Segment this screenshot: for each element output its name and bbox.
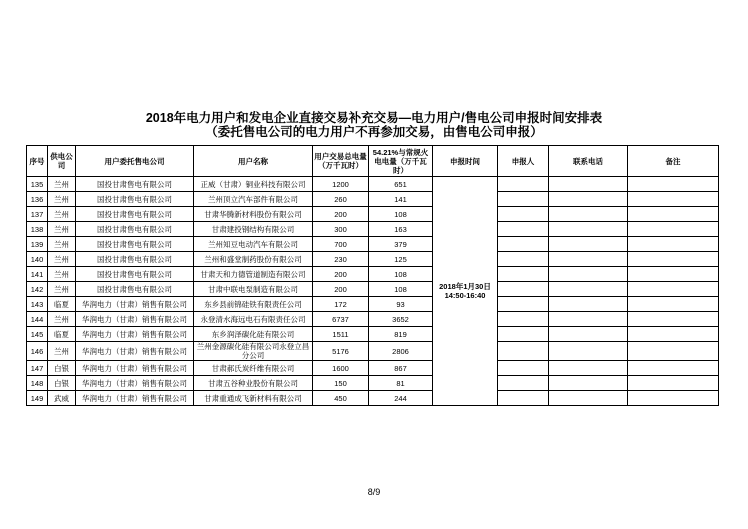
cell-supply-company: 兰州 [48,312,76,327]
cell-user-name: 永登清水海远电石有限责任公司 [194,312,313,327]
table-row [27,177,719,192]
cell-thermal-energy: 125 [369,252,433,267]
page-number: 8/9 [367,487,381,497]
col-header-user-name: 用户名称 [194,146,313,177]
cell-total-energy: 1200 [313,177,369,192]
cell-agency: 国投甘肃售电有限公司 [76,282,194,297]
cell-thermal-energy: 81 [369,376,433,391]
cell-no: 148 [27,376,48,391]
remark-cell [628,267,719,282]
cell-user-name: 东乡润泽碳化硅有限公司 [194,327,313,342]
declarant-cell [498,267,549,282]
cell-supply-company: 兰州 [48,237,76,252]
phone-cell [549,312,628,327]
phone-cell [549,391,628,406]
remark-cell [628,297,719,312]
remark-cell [628,237,719,252]
cell-thermal-energy: 93 [369,297,433,312]
table-row [27,282,719,297]
cell-thermal-energy: 3652 [369,312,433,327]
cell-total-energy: 172 [313,297,369,312]
remark-cell [628,342,719,361]
phone-cell [549,327,628,342]
cell-thermal-energy: 108 [369,207,433,222]
cell-user-name: 兰州知豆电动汽车有限公司 [194,237,313,252]
declarant-cell [498,327,549,342]
phone-cell [549,177,628,192]
table-row [27,361,719,376]
cell-supply-company: 临夏 [48,297,76,312]
declarant-cell [498,376,549,391]
declarant-cell [498,391,549,406]
declarant-cell [498,192,549,207]
cell-supply-company: 兰州 [48,177,76,192]
cell-user-name: 兰州金源碳化硅有限公司永登立昌分公司 [194,342,313,361]
table-row [27,391,719,406]
cell-user-name: 正威（甘肃）铜业科技有限公司 [194,177,313,192]
cell-supply-company: 白银 [48,361,76,376]
phone-cell [549,282,628,297]
cell-supply-company: 武威 [48,391,76,406]
cell-total-energy: 450 [313,391,369,406]
declarant-cell [498,222,549,237]
table-row [27,312,719,327]
remark-cell [628,391,719,406]
cell-agency: 国投甘肃售电有限公司 [76,237,194,252]
declarant-cell [498,207,549,222]
phone-cell [549,342,628,361]
cell-supply-company: 兰州 [48,192,76,207]
phone-cell [549,207,628,222]
col-header-supply-company: 供电公司 [48,146,76,177]
cell-supply-company: 兰州 [48,282,76,297]
cell-user-name: 甘肃重通成飞新材料有限公司 [194,391,313,406]
col-header-agency: 用户委托售电公司 [76,146,194,177]
cell-total-energy: 200 [313,207,369,222]
remark-cell [628,376,719,391]
remark-cell [628,282,719,297]
cell-no: 139 [27,237,48,252]
cell-thermal-energy: 2806 [369,342,433,361]
table-row [27,192,719,207]
declaration-date: 2018年1月30日 [439,282,491,291]
cell-user-name: 甘肃中联电泵制造有限公司 [194,282,313,297]
remark-cell [628,177,719,192]
col-header-no: 序号 [27,146,48,177]
title-line-2: （委托售电公司的电力用户不再参加交易，由售电公司申报） [205,124,543,139]
phone-cell [549,222,628,237]
cell-thermal-energy: 163 [369,222,433,237]
cell-total-energy: 1600 [313,361,369,376]
cell-agency: 华润电力（甘肃）销售有限公司 [76,297,194,312]
table-row [27,207,719,222]
cell-user-name: 甘肃华腾新材料股份有限公司 [194,207,313,222]
col-header-phone: 联系电话 [549,146,628,177]
cell-agency: 国投甘肃售电有限公司 [76,207,194,222]
remark-cell [628,192,719,207]
cell-supply-company: 兰州 [48,342,76,361]
cell-user-name: 甘肃五谷种业股份有限公司 [194,376,313,391]
cell-no: 145 [27,327,48,342]
cell-no: 138 [27,222,48,237]
cell-supply-company: 兰州 [48,267,76,282]
cell-user-name: 甘肃建投钢结构有限公司 [194,222,313,237]
col-header-declarant: 申报人 [498,146,549,177]
cell-total-energy: 700 [313,237,369,252]
cell-no: 147 [27,361,48,376]
cell-total-energy: 300 [313,222,369,237]
cell-no: 137 [27,207,48,222]
cell-agency: 国投甘肃售电有限公司 [76,177,194,192]
table-row [27,252,719,267]
table-row [27,297,719,312]
cell-total-energy: 5176 [313,342,369,361]
table-body [27,177,719,406]
cell-total-energy: 200 [313,267,369,282]
cell-thermal-energy: 819 [369,327,433,342]
declaration-time-range: 14:50-16:40 [444,291,486,300]
declarant-cell [498,252,549,267]
cell-total-energy: 6737 [313,312,369,327]
remark-cell [628,222,719,237]
cell-total-energy: 230 [313,252,369,267]
cell-agency: 国投甘肃售电有限公司 [76,222,194,237]
declaration-time-cell [433,177,498,406]
declarant-cell [498,312,549,327]
declarant-cell [498,282,549,297]
remark-cell [628,207,719,222]
cell-thermal-energy: 244 [369,391,433,406]
cell-total-energy: 150 [313,376,369,391]
cell-thermal-energy: 108 [369,282,433,297]
cell-no: 136 [27,192,48,207]
cell-thermal-energy: 651 [369,177,433,192]
col-header-declaration-time: 申报时间 [433,146,498,177]
remark-cell [628,312,719,327]
header-row [27,146,719,177]
cell-agency: 华润电力（甘肃）销售有限公司 [76,376,194,391]
phone-cell [549,376,628,391]
cell-no: 149 [27,391,48,406]
declarant-cell [498,237,549,252]
col-header-remarks: 备注 [628,146,719,177]
cell-user-name: 东乡县前锦硅铁有限责任公司 [194,297,313,312]
cell-no: 142 [27,282,48,297]
cell-thermal-energy: 141 [369,192,433,207]
cell-supply-company: 兰州 [48,207,76,222]
cell-agency: 国投甘肃售电有限公司 [76,267,194,282]
col-header-thermal-energy: 54.21%与常规火电电量（万千瓦时） [369,146,433,177]
cell-agency: 华润电力（甘肃）销售有限公司 [76,361,194,376]
declarant-cell [498,342,549,361]
remark-cell [628,327,719,342]
cell-agency: 国投甘肃售电有限公司 [76,192,194,207]
phone-cell [549,252,628,267]
table-row [27,342,719,361]
cell-thermal-energy: 867 [369,361,433,376]
cell-agency: 华润电力（甘肃）销售有限公司 [76,342,194,361]
cell-no: 141 [27,267,48,282]
cell-agency: 国投甘肃售电有限公司 [76,252,194,267]
cell-total-energy: 260 [313,192,369,207]
cell-total-energy: 1511 [313,327,369,342]
cell-user-name: 兰州顶立汽车部件有限公司 [194,192,313,207]
title-line-1: 2018年电力用户和发电企业直接交易补充交易—电力用户/售电公司申报时间安排表 [145,111,603,125]
cell-no: 140 [27,252,48,267]
cell-thermal-energy: 108 [369,267,433,282]
table-row [27,376,719,391]
phone-cell [549,192,628,207]
cell-supply-company: 兰州 [48,222,76,237]
cell-thermal-energy: 379 [369,237,433,252]
cell-agency: 华润电力（甘肃）销售有限公司 [76,312,194,327]
cell-user-name: 兰州和盛堂制药股份有限公司 [194,252,313,267]
table-row [27,267,719,282]
cell-user-name: 甘肃郝氏炭纤维有限公司 [194,361,313,376]
cell-supply-company: 兰州 [48,252,76,267]
cell-supply-company: 临夏 [48,327,76,342]
declarant-cell [498,177,549,192]
cell-no: 144 [27,312,48,327]
phone-cell [549,267,628,282]
remark-cell [628,361,719,376]
declarant-cell [498,361,549,376]
cell-user-name: 甘肃天和力德管道制造有限公司 [194,267,313,282]
remark-cell [628,252,719,267]
table-row [27,327,719,342]
phone-cell [549,237,628,252]
declaration-schedule-table [26,145,719,406]
table-row [27,237,719,252]
phone-cell [549,361,628,376]
cell-no: 135 [27,177,48,192]
cell-no: 143 [27,297,48,312]
table-row [27,222,719,237]
cell-supply-company: 白银 [48,376,76,391]
declarant-cell [498,297,549,312]
cell-agency: 华润电力（甘肃）销售有限公司 [76,327,194,342]
cell-no: 146 [27,342,48,361]
phone-cell [549,297,628,312]
document-title [0,112,748,139]
col-header-total-energy: 用户交易总电量（万千瓦时） [313,146,369,177]
cell-agency: 华润电力（甘肃）销售有限公司 [76,391,194,406]
cell-total-energy: 200 [313,282,369,297]
